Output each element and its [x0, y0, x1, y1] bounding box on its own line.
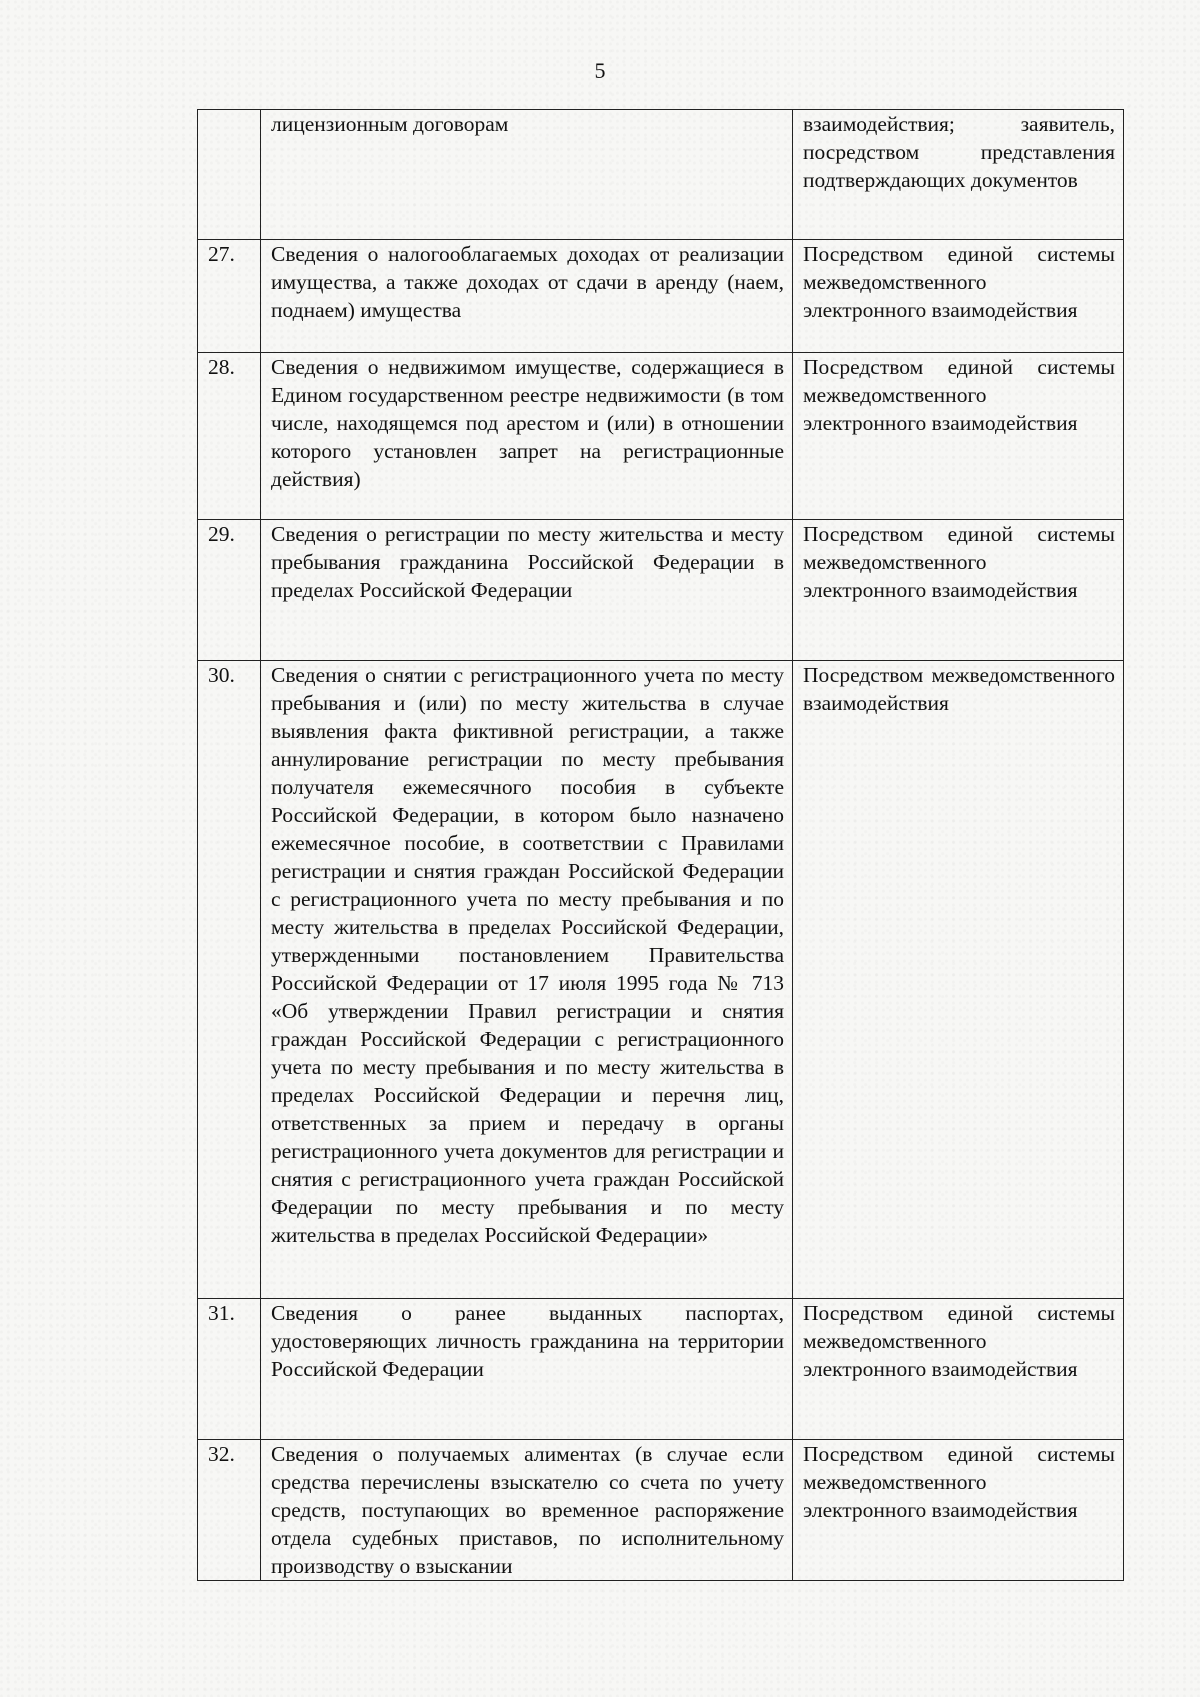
row-information: Сведения о налогооблагаемых доходах от реализации имущества, а также доходах от сдачи в аренду (наем, поднаем) имущества	[261, 240, 793, 353]
row-information: Сведения о ранее выданных паспортах, удостоверяющих личность гражданина на территории Российской Федерации	[261, 1299, 793, 1440]
table-row	[198, 353, 1124, 520]
row-number: 28.	[198, 353, 261, 520]
table-row	[198, 520, 1124, 661]
services-table	[197, 109, 1124, 1581]
row-information: Сведения о получаемых алиментах (в случае если средства перечислены взыскателю со счета по учету средств, поступающих во временное распоряжение отдела судебных приставов, по исполнительному производству о взыскании	[261, 1440, 793, 1581]
table-row	[198, 1440, 1124, 1581]
row-number: 27.	[198, 240, 261, 353]
row-method: Посредством межведомственного взаимодействия	[793, 661, 1124, 1299]
table-row	[198, 1299, 1124, 1440]
row-information: Сведения о регистрации по месту жительства и месту пребывания гражданина Российской Федерации в пределах Российской Федерации	[261, 520, 793, 661]
row-number: 31.	[198, 1299, 261, 1440]
row-number: 29.	[198, 520, 261, 661]
row-number	[198, 110, 261, 240]
row-method: Посредством единой системы межведомственного электронного взаимодействия	[793, 353, 1124, 520]
row-number: 30.	[198, 661, 261, 1299]
row-method: взаимодействия; заявитель, посредством представления подтверждающих документов	[793, 110, 1124, 240]
row-method: Посредством единой системы межведомственного электронного взаимодействия	[793, 240, 1124, 353]
row-method: Посредством единой системы межведомственного электронного взаимодействия	[793, 1299, 1124, 1440]
table-row	[198, 661, 1124, 1299]
table-row-continuation	[198, 110, 1124, 240]
table-row	[198, 240, 1124, 353]
row-information: лицензионным договорам	[261, 110, 793, 240]
row-number: 32.	[198, 1440, 261, 1581]
row-method: Посредством единой системы межведомственного электронного взаимодействия	[793, 520, 1124, 661]
row-information: Сведения о снятии с регистрационного учета по месту пребывания и (или) по месту жительства в случае выявления факта фиктивной регистрации, а также аннулирование регистрации по месту пребывания получателя ежемесячного пособия в субъекте Российской Федерации, в котором было назначено ежемесячное пособие, в соответствии с Правилами регистрации и снятия граждан Российской Федерации с регистрационного учета по месту пребывания и по месту жительства в пределах Российской Федерации, утвержденными постановлением Правительства Российской Федерации от 17 июля 1995 года № 713 «Об утверждении Правил регистрации и снятия граждан Российской Федерации с регистрационного учета по месту пребывания и по месту жительства в пределах Российской Федерации и перечня лиц, ответственных за прием и передачу в органы регистрационного учета документов для регистрации и снятия с регистрационного учета граждан Российской Федерации по месту пребывания и по месту жительства в пределах Российской Федерации»	[261, 661, 793, 1299]
page-number: 5	[594, 58, 606, 83]
row-information: Сведения о недвижимом имуществе, содержащиеся в Едином государственном реестре недвижимости (в том числе, находящемся под арестом и (или) в отношении которого установлен запрет на регистрационные действия)	[261, 353, 793, 520]
row-method: Посредством единой системы межведомственного электронного взаимодействия	[793, 1440, 1124, 1581]
